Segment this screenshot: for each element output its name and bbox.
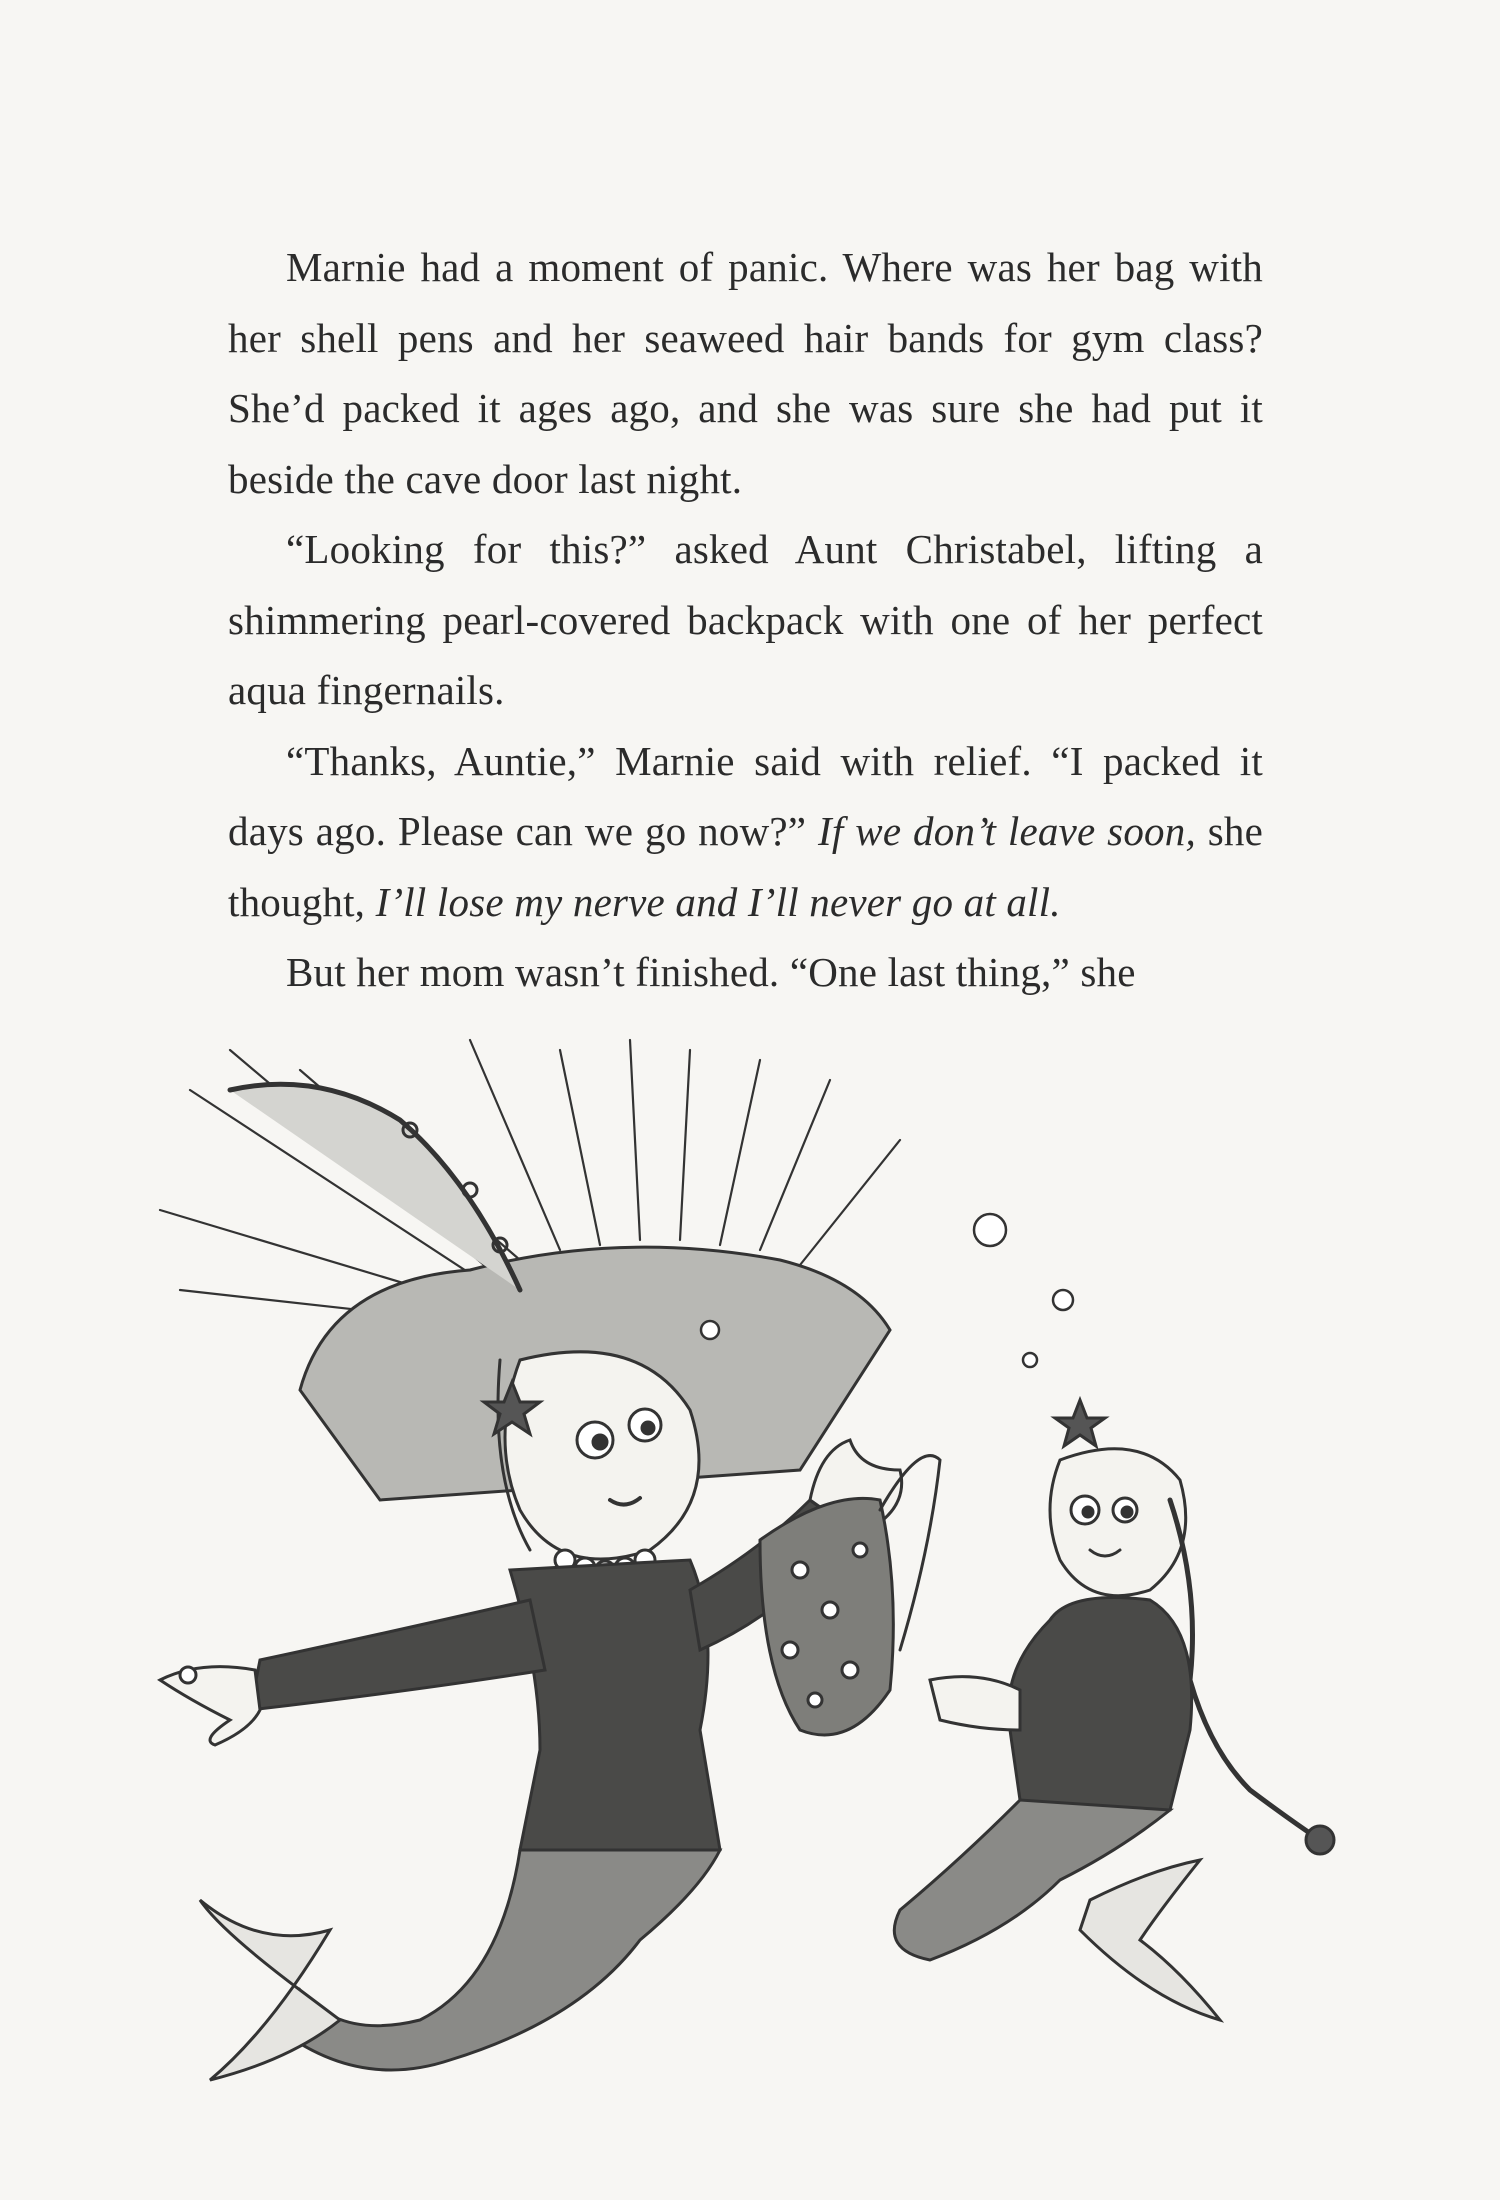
paragraph-3 — [228, 726, 1263, 938]
marnie-braid — [1170, 1500, 1320, 1840]
aunt-left-arm — [250, 1600, 545, 1710]
body-text — [228, 232, 1263, 1008]
paragraph-1: Marnie had a moment of panic. Where was her bag with her shell pens and her seaweed hair bands for gym class? She’d packed it ages ago, and she was sure she had put it beside the cave door last night. — [228, 244, 1263, 502]
paragraph-3-italic-2: I’ll lose my nerve and I’ll never go at all. — [375, 878, 1061, 925]
marnie-hand — [930, 1677, 1020, 1730]
paragraph-3-italic-1: If we don’t leave soon, — [818, 808, 1196, 854]
aunt-left-hand — [160, 1667, 260, 1745]
marnie-tail-fin — [1080, 1860, 1220, 2020]
aunt-sweater — [510, 1560, 720, 1865]
paragraph-3-part-2: she thought, — [228, 808, 1263, 925]
aunt-tail — [280, 1850, 720, 2070]
marnie-head — [1050, 1449, 1186, 1596]
mermaid-illustration — [0, 1030, 1500, 2180]
paragraph-2: “Looking for this?” asked Aunt Christabel, lifting a shimmering pearl-covered backpack with one of her perfect aqua fingernails. — [228, 526, 1263, 713]
marnie-sweater — [1008, 1598, 1191, 1814]
paragraph-3-part-1: “Thanks, Auntie,” Marnie said with relief. “I packed it days ago. Please can we go now?” — [228, 737, 1263, 854]
mermaid-drawing — [0, 1030, 1500, 2180]
paragraph-4: But her mom wasn’t finished. “One last thing,” she — [286, 949, 1136, 995]
